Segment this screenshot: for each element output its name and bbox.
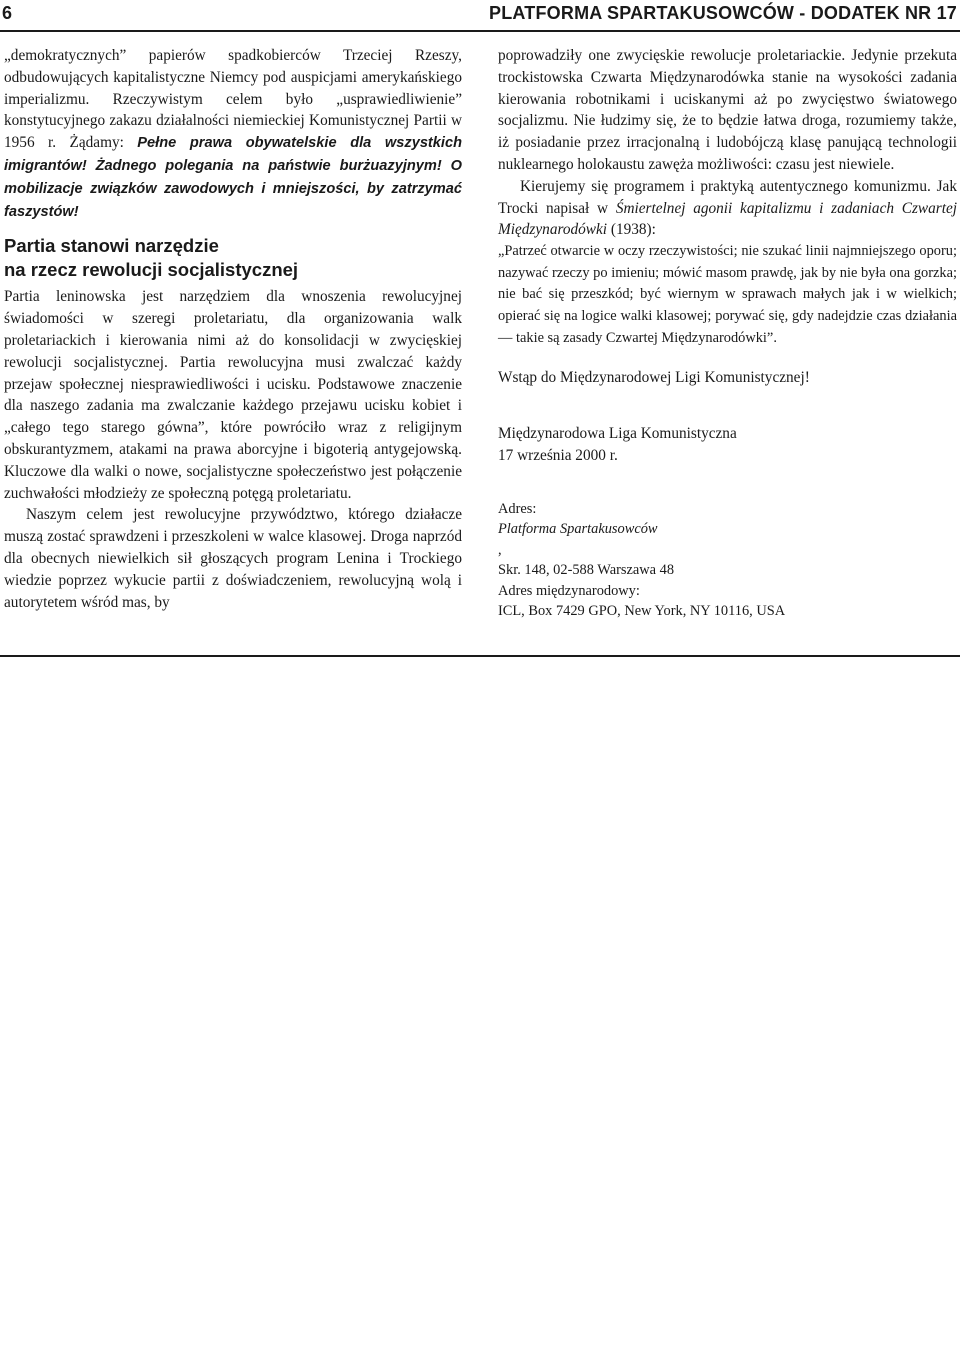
intro-text: „demokratycznych” papierów spadkobierców Trzeciej Rzeszy, odbudowujących kapitalistyczne Niemcy pod auspicjami amerykańskiego imperializmu. Rzeczywistym celem było „usprawiedliwienie” konstytucyjnego zakazu działalności niemieckiej Komunistycznej Partii w 1956 r. Żądamy:	[4, 47, 462, 152]
leadership-paragraph: Naszym celem jest rewolucyjne przywództwo, którego działacze muszą zostać sprawdzeni i przeszkoleni w walce klasowej. Droga naprzód dla obecnych niewielkich sił głoszących program Lenina i Trockiego wiedzie poprzez wykucie partii z doświadczeniem, rewolucyjną wolą i autorytetem wśród mas, by	[4, 506, 462, 611]
section-heading-line2: na rzecz rewolucji socjalistycznej	[4, 259, 299, 281]
demands-text: Pełne prawa obywatelskie dla wszystkich imigrantów! Żadnego polegania na państwie burżuazyjnym! O mobilizacje związków zawodowych i mniejszości, by zatrzymać faszystów!	[4, 135, 462, 220]
address-intl-label: Adres międzynarodowy:	[498, 582, 640, 599]
signature-date: 17 września 2000 r.	[498, 446, 618, 464]
address-org: Platforma Spartakusowców	[498, 521, 658, 538]
left-column	[4, 45, 462, 613]
address-label: Adres:	[498, 500, 537, 517]
page-number: 6	[2, 3, 13, 23]
intro-paragraph	[4, 45, 462, 223]
continuation-paragraph: poprowadziły one zwycięskie rewolucje proletariackie. Jedynie przekuta trockistowska Czwarta Międzynarodówka stanie na wysokości zadania kierowania robotnikami i uciskanymi aż po zwycięstwo światowego socjalizmu. Nie łudzimy się, że to będzie łatwa droga, rozumiemy także, iż posiadanie przez irracjonalną i ludobójczą klasę panującą technologii nuklearnego holokaustu zawęża możliwości: czasu jest niewiele.	[498, 47, 957, 173]
trotsky-quote: „Patrzeć otwarcie w oczy rzeczywistości; nie szukać linii najmniejszego oporu; nazywać rzeczy po imieniu; mówić masom prawdę, jak by nie była ona gorzka; nie bać się przeszkód; być wiernym w sprawach małych jak i w wielkich; opierać się na logice walki klasowej; porywać się, gdy nadejdzie czas działania — takie są zasady Czwartej Międzynarodówki”.	[498, 243, 957, 346]
program-text-start: Kierujemy się programem i praktyką autentycznego komunizmu. Jak Trocki napisał w	[498, 177, 957, 217]
address-line1	[498, 499, 957, 561]
header-rule	[0, 30, 960, 32]
section-heading-line1: Partia stanowi narzędzie	[4, 235, 219, 257]
right-column	[498, 45, 957, 622]
section-heading	[4, 234, 462, 282]
program-text-end: (1938):	[607, 221, 656, 239]
join-call: Wstąp do Międzynarodowej Ligi Komunistycznej!	[498, 369, 810, 387]
address-org-suffix: ,	[498, 541, 502, 558]
book-title: Śmiertelnej agonii kapitalizmu i zadaniach Czwartej Międzynarodówki	[498, 199, 957, 239]
program-paragraph	[498, 176, 957, 241]
party-paragraph: Partia leninowska jest narzędziem dla wnoszenia rewolucyjnej świadomości w szeregi proletariatu, dla organizowania walk proletariackich i kierowania nimi aż do konsolidacji w zwycięskiej rewolucji socjalistycznej. Partia rewolucyjna musi zwalczać każdy przejaw społecznej niesprawiedliwości i ucisku. Podstawowe znaczenie dla naszego zadania ma zwalczanie każdego przejawu ucisku kobiet i „całego tego starego gówna”, które powróciło wraz z religijnym obskurantyzmem, atakami na prawa aborcyjne i bigoterią antygejowską. Kluczowe dla walki o nowe, socjalistyczne społeczeństwo jest połączenie zuchwałości młodzieży ze społeczną potęgą proletariatu.	[4, 288, 462, 502]
publication-title: PLATFORMA SPARTAKUSOWCÓW - DODATEK NR 17	[489, 3, 957, 23]
address-block	[498, 499, 957, 622]
content-bottom-rule	[0, 655, 960, 657]
signature	[498, 423, 957, 467]
address-line2: Skr. 148, 02-588 Warszawa 48	[498, 562, 675, 579]
address-intl: ICL, Box 7429 GPO, New York, NY 10116, USA	[498, 603, 786, 620]
signature-org: Międzynarodowa Liga Komunistyczna	[498, 424, 737, 442]
page-header	[0, 0, 960, 34]
